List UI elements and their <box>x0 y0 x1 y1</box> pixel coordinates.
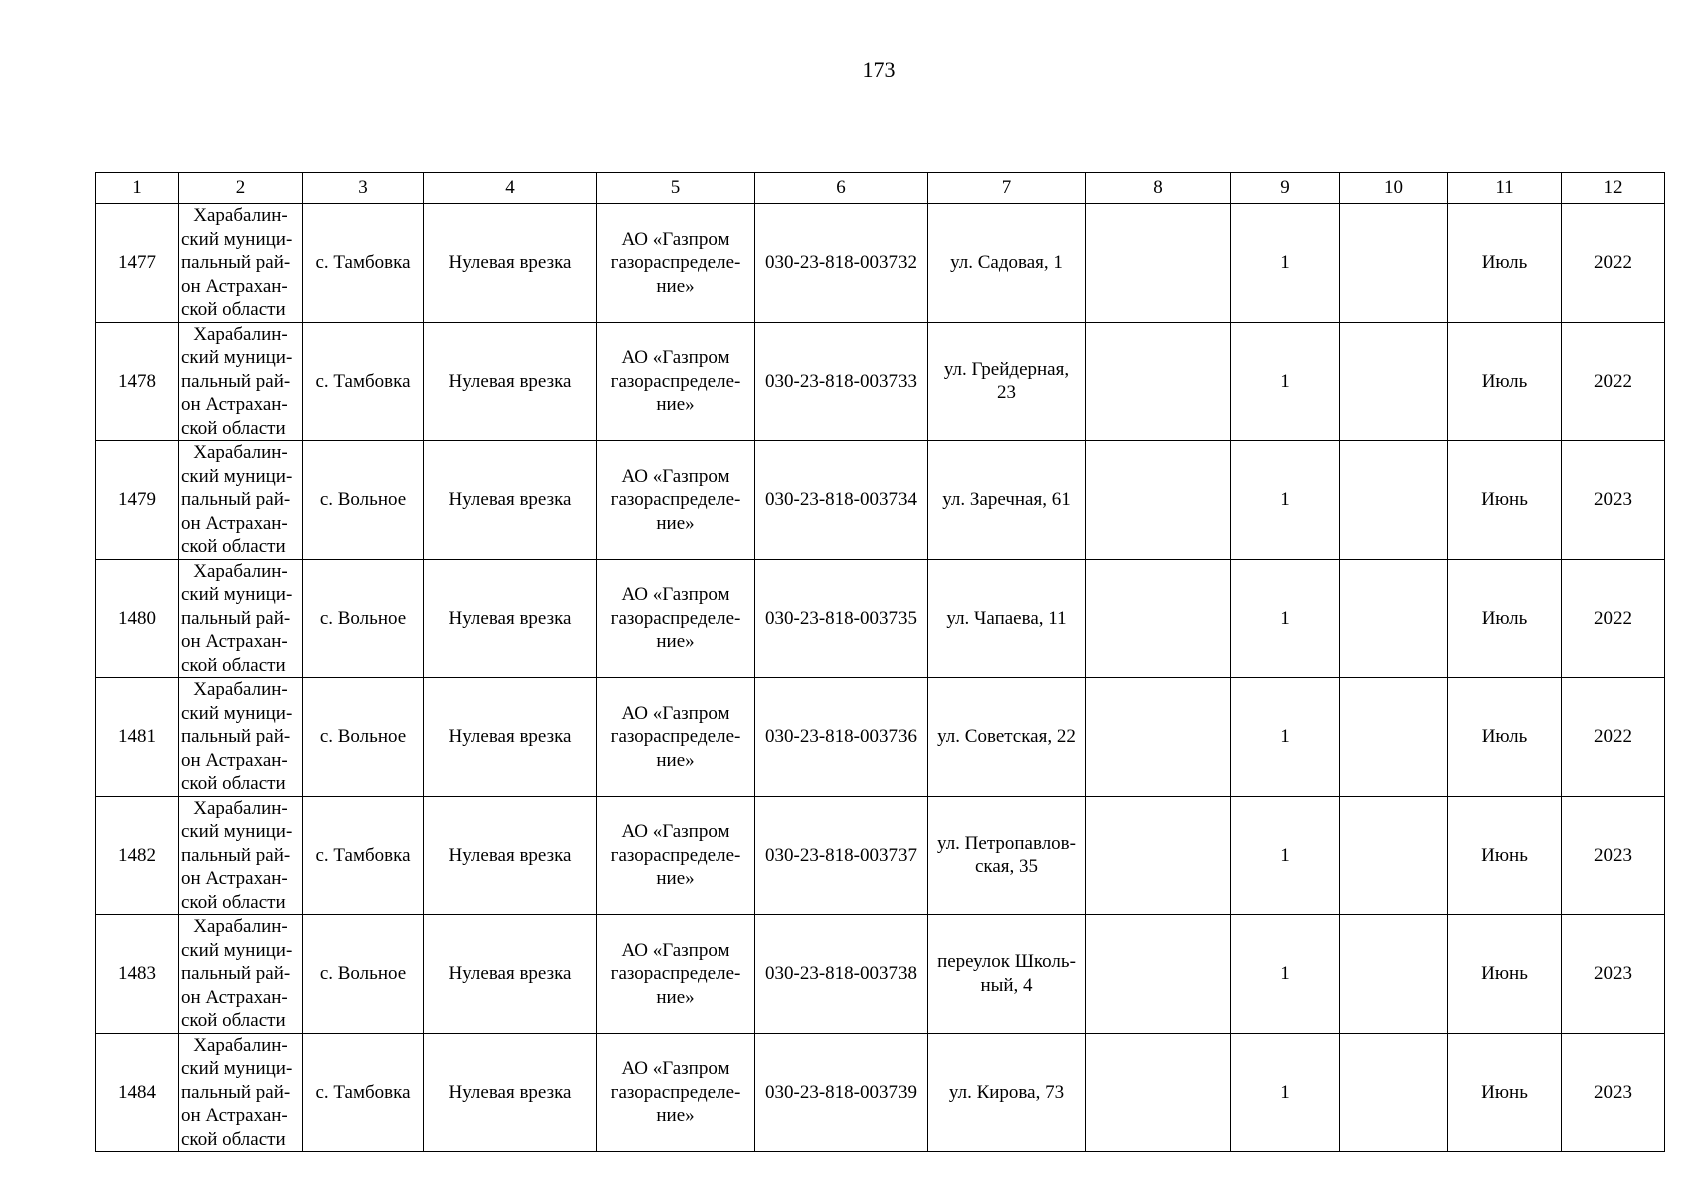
settlement-cell: с. Вольное <box>303 678 424 797</box>
year-cell: 2023 <box>1562 915 1665 1034</box>
district-cell-line: ской области <box>181 1128 286 1150</box>
district-cell-line: пальный рай- <box>181 726 291 747</box>
district-cell <box>179 322 303 441</box>
settlement-cell: с. Тамбовка <box>303 1033 424 1152</box>
table-row <box>96 204 1665 323</box>
district-cell-line: Харабалин- <box>193 442 288 463</box>
district-cell-line: пальный рай- <box>181 844 291 866</box>
address-cell <box>928 559 1086 678</box>
organization-cell-line: газораспределе- <box>610 252 741 273</box>
settlement-cell: с. Вольное <box>303 915 424 1034</box>
quantity-cell: 1 <box>1231 678 1340 797</box>
organization-cell-line: АО «Газпром <box>621 1058 730 1079</box>
district-cell-line: Харабалин- <box>193 679 288 700</box>
empty-cell-col8 <box>1086 796 1231 915</box>
settlement-cell: с. Тамбовка <box>303 322 424 441</box>
work-type-cell: Нулевая врезка <box>424 559 597 678</box>
district-cell <box>179 204 303 323</box>
district-cell-line: Харабалин- <box>193 323 288 345</box>
row-number-cell: 1480 <box>96 559 179 678</box>
column-header: 3 <box>303 173 424 204</box>
address-cell <box>928 915 1086 1034</box>
organization-cell-line: АО «Газпром <box>621 465 730 487</box>
district-cell-line: Харабалин- <box>193 205 288 226</box>
organization-cell-line: ние» <box>656 1105 695 1126</box>
year-cell: 2023 <box>1562 441 1665 560</box>
district-cell-line: ский муници- <box>181 821 293 842</box>
empty-cell-col8 <box>1086 678 1231 797</box>
table-row <box>96 441 1665 560</box>
address-cell-line: ул. Чапаева, 11 <box>946 607 1067 629</box>
district-cell-line: ской области <box>181 299 286 320</box>
organization-cell <box>597 559 755 678</box>
object-code-cell: 030-23-818-003736 <box>755 678 928 797</box>
row-number-cell: 1479 <box>96 441 179 560</box>
address-cell-line: ул. Заречная, 61 <box>942 489 1071 510</box>
page-number: 173 <box>862 57 896 82</box>
organization-cell <box>597 678 755 797</box>
organization-cell-line: ние» <box>656 631 695 652</box>
organization-cell-line: газораспределе- <box>610 726 741 747</box>
district-cell-line: пальный рай- <box>181 252 291 273</box>
district-cell-line: он Астрахан- <box>181 749 288 771</box>
organization-cell-line: АО «Газпром <box>621 702 730 724</box>
object-code-cell: 030-23-818-003732 <box>755 204 928 323</box>
column-header: 10 <box>1340 173 1448 204</box>
month-cell: Июнь <box>1448 796 1562 915</box>
work-type-cell: Нулевая врезка <box>424 322 597 441</box>
organization-cell <box>597 322 755 441</box>
district-cell <box>179 678 303 797</box>
district-cell-line: пальный рай- <box>181 607 291 629</box>
address-cell <box>928 322 1086 441</box>
district-cell <box>179 441 303 560</box>
address-cell <box>928 1033 1086 1152</box>
address-cell-line: ская, 35 <box>974 856 1039 878</box>
month-cell: Июль <box>1448 204 1562 323</box>
data-table <box>95 172 1665 1152</box>
empty-cell-col10 <box>1340 559 1448 678</box>
empty-cell-col8 <box>1086 441 1231 560</box>
district-cell-line: ский муници- <box>181 584 293 605</box>
object-code-cell: 030-23-818-003739 <box>755 1033 928 1152</box>
quantity-cell: 1 <box>1231 796 1340 915</box>
address-cell-line: ул. Советская, 22 <box>937 726 1076 747</box>
district-cell-line: ской области <box>181 654 286 676</box>
organization-cell-line: газораспределе- <box>610 607 741 629</box>
district-cell <box>179 796 303 915</box>
address-cell <box>928 441 1086 560</box>
address-cell-line: ный, 4 <box>980 974 1033 996</box>
settlement-cell: с. Вольное <box>303 559 424 678</box>
organization-cell-line: ние» <box>656 275 695 297</box>
address-cell-line: 23 <box>997 382 1016 404</box>
row-number-cell: 1481 <box>96 678 179 797</box>
organization-cell-line: ние» <box>656 394 695 415</box>
organization-cell-line: АО «Газпром <box>621 228 730 250</box>
work-type-cell: Нулевая врезка <box>424 915 597 1034</box>
district-cell-line: Харабалин- <box>193 560 288 582</box>
year-cell: 2023 <box>1562 796 1665 915</box>
quantity-cell: 1 <box>1231 441 1340 560</box>
work-type-cell: Нулевая врезка <box>424 441 597 560</box>
quantity-cell: 1 <box>1231 559 1340 678</box>
quantity-cell: 1 <box>1231 322 1340 441</box>
address-cell <box>928 204 1086 323</box>
empty-cell-col10 <box>1340 441 1448 560</box>
district-cell-line: пальный рай- <box>181 370 291 392</box>
district-cell-line: он Астрахан- <box>181 868 288 889</box>
organization-cell-line: газораспределе- <box>610 370 741 392</box>
month-cell: Июнь <box>1448 441 1562 560</box>
object-code-cell: 030-23-818-003735 <box>755 559 928 678</box>
table-row <box>96 915 1665 1034</box>
district-cell-line: ской области <box>181 536 286 557</box>
organization-cell <box>597 441 755 560</box>
organization-cell-line: ние» <box>656 868 695 889</box>
object-code-cell: 030-23-818-003734 <box>755 441 928 560</box>
empty-cell-col10 <box>1340 322 1448 441</box>
district-cell-line: Харабалин- <box>193 1034 288 1056</box>
work-type-cell: Нулевая врезка <box>424 204 597 323</box>
empty-cell-col8 <box>1086 322 1231 441</box>
district-cell-line: пальный рай- <box>181 489 291 510</box>
district-cell-line: ской области <box>181 1010 286 1031</box>
district-cell-line: он Астрахан- <box>181 986 288 1008</box>
quantity-cell: 1 <box>1231 204 1340 323</box>
district-cell-line: ский муници- <box>181 1058 293 1079</box>
year-cell: 2022 <box>1562 322 1665 441</box>
quantity-cell: 1 <box>1231 1033 1340 1152</box>
month-cell: Июнь <box>1448 915 1562 1034</box>
table-body <box>96 204 1665 1152</box>
table-row <box>96 1033 1665 1152</box>
column-header: 11 <box>1448 173 1562 204</box>
district-cell <box>179 1033 303 1152</box>
empty-cell-col10 <box>1340 204 1448 323</box>
district-cell-line: ский муници- <box>181 347 293 368</box>
district-cell-line: ский муници- <box>181 228 293 250</box>
organization-cell <box>597 796 755 915</box>
quantity-cell: 1 <box>1231 915 1340 1034</box>
column-header: 8 <box>1086 173 1231 204</box>
column-header: 6 <box>755 173 928 204</box>
object-code-cell: 030-23-818-003737 <box>755 796 928 915</box>
address-cell-line: переулок Школь- <box>937 951 1076 973</box>
district-cell-line: он Астрахан- <box>181 394 288 415</box>
district-cell-line: ский муници- <box>181 702 293 724</box>
district-cell-line: Харабалин- <box>193 797 288 819</box>
district-cell-line: ский муници- <box>181 465 293 487</box>
empty-cell-col8 <box>1086 1033 1231 1152</box>
district-cell-line: пальный рай- <box>181 1081 291 1103</box>
object-code-cell: 030-23-818-003733 <box>755 322 928 441</box>
district-cell-line: ский муници- <box>181 939 293 961</box>
organization-cell-line: АО «Газпром <box>621 347 730 368</box>
empty-cell-col8 <box>1086 915 1231 1034</box>
object-code-cell: 030-23-818-003738 <box>755 915 928 1034</box>
month-cell: Июль <box>1448 322 1562 441</box>
row-number-cell: 1484 <box>96 1033 179 1152</box>
table-row <box>96 559 1665 678</box>
empty-cell-col10 <box>1340 678 1448 797</box>
district-cell-line: он Астрахан- <box>181 1105 288 1126</box>
district-cell-line: Харабалин- <box>193 916 288 937</box>
table-row <box>96 678 1665 797</box>
column-header: 2 <box>179 173 303 204</box>
year-cell: 2022 <box>1562 204 1665 323</box>
settlement-cell: с. Тамбовка <box>303 796 424 915</box>
organization-cell-line: газораспределе- <box>610 1081 741 1103</box>
address-cell-line: ул. Грейдерная, <box>943 358 1070 380</box>
column-header: 4 <box>424 173 597 204</box>
work-type-cell: Нулевая врезка <box>424 678 597 797</box>
row-number-cell: 1483 <box>96 915 179 1034</box>
organization-cell-line: ние» <box>656 986 695 1008</box>
address-cell-line: ул. Кирова, 73 <box>948 1081 1065 1103</box>
row-number-cell: 1478 <box>96 322 179 441</box>
empty-cell-col8 <box>1086 204 1231 323</box>
empty-cell-col10 <box>1340 1033 1448 1152</box>
settlement-cell: с. Тамбовка <box>303 204 424 323</box>
district-cell-line: ской области <box>181 417 286 439</box>
organization-cell-line: газораспределе- <box>610 844 741 866</box>
row-number-cell: 1482 <box>96 796 179 915</box>
year-cell: 2022 <box>1562 678 1665 797</box>
work-type-cell: Нулевая врезка <box>424 1033 597 1152</box>
year-cell: 2022 <box>1562 559 1665 678</box>
settlement-cell: с. Вольное <box>303 441 424 560</box>
organization-cell-line: ние» <box>656 512 695 534</box>
header-row <box>96 173 1665 204</box>
district-cell-line: он Астрахан- <box>181 275 288 297</box>
year-cell: 2023 <box>1562 1033 1665 1152</box>
district-cell <box>179 559 303 678</box>
column-header: 12 <box>1562 173 1665 204</box>
address-cell-line: ул. Садовая, 1 <box>950 252 1063 273</box>
organization-cell-line: АО «Газпром <box>621 584 730 605</box>
month-cell: Июнь <box>1448 1033 1562 1152</box>
column-header: 5 <box>597 173 755 204</box>
address-cell-line: ул. Петропавлов- <box>937 832 1076 854</box>
district-cell-line: он Астрахан- <box>181 512 288 534</box>
empty-cell-col10 <box>1340 915 1448 1034</box>
empty-cell-col10 <box>1340 796 1448 915</box>
district-cell-line: он Астрахан- <box>181 631 288 652</box>
district-cell <box>179 915 303 1034</box>
organization-cell <box>597 915 755 1034</box>
empty-cell-col8 <box>1086 559 1231 678</box>
work-type-cell: Нулевая врезка <box>424 796 597 915</box>
district-cell-line: ской области <box>181 891 286 913</box>
month-cell: Июль <box>1448 559 1562 678</box>
organization-cell <box>597 1033 755 1152</box>
table-row <box>96 322 1665 441</box>
address-cell <box>928 796 1086 915</box>
district-cell-line: пальный рай- <box>181 963 291 984</box>
column-header: 9 <box>1231 173 1340 204</box>
organization-cell-line: АО «Газпром <box>621 821 730 842</box>
organization-cell-line: газораспределе- <box>610 489 741 510</box>
district-cell-line: ской области <box>181 773 286 794</box>
organization-cell-line: ние» <box>656 749 695 771</box>
table-row <box>96 796 1665 915</box>
organization-cell-line: АО «Газпром <box>621 939 730 961</box>
organization-cell-line: газораспределе- <box>610 963 741 984</box>
organization-cell <box>597 204 755 323</box>
row-number-cell: 1477 <box>96 204 179 323</box>
address-cell <box>928 678 1086 797</box>
column-header: 7 <box>928 173 1086 204</box>
column-header: 1 <box>96 173 179 204</box>
month-cell: Июль <box>1448 678 1562 797</box>
